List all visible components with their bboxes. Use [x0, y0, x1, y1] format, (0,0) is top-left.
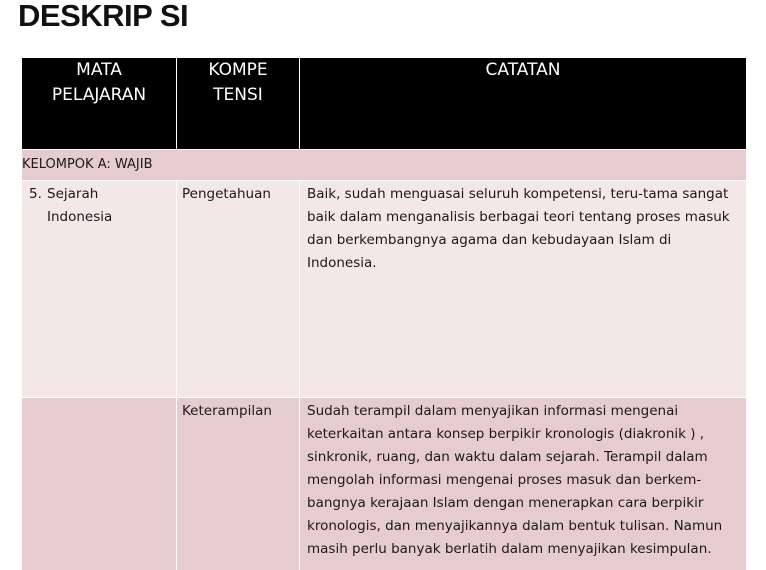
mapel-cell — [22, 398, 177, 570]
group-label: KELOMPOK A: WAJIB — [22, 150, 747, 181]
header-kompetensi: KOMPE TENSI — [177, 58, 300, 150]
catatan-cell — [300, 398, 747, 570]
catatan-text: Sudah terampil dalam menyajikan informasi mengenai keterkaitan antara konsep berpikir kronologis (diakronik ) , sinkronik, ruang, dan waktu dalam sejarah. Terampil dalam mengolah informasi mengenai proses masuk dan berkem-bangnya kerajaan Islam dengan menerapkan cara berpikir kronologis, dan menyajikannya dalam bentuk tulisan. Namun masih perlu banyak berlatih dalam menyajikan kesimpulan. — [307, 403, 723, 557]
group-row — [22, 150, 747, 181]
header-catatan: CATATAN — [300, 58, 747, 150]
assessment-table — [21, 57, 747, 570]
mapel-cell — [22, 181, 177, 398]
slide-title: DESKRIP SI — [18, 0, 189, 33]
kompetensi-cell: Pengetahuan — [177, 181, 300, 398]
table-header-row — [22, 58, 747, 150]
table-row — [22, 398, 747, 570]
mapel-name: Sejarah Indonesia — [47, 186, 113, 225]
catatan-text: Baik, sudah menguasai seluruh kompetensi, teru-tama sangat baik dalam menganalisis berbagai teori tentang proses masuk dan berkembangnya agama dan kebudayaan Islam di Indonesia. — [307, 186, 730, 271]
catatan-cell — [300, 181, 747, 398]
table-row — [22, 181, 747, 398]
mapel-number: 5. — [29, 186, 42, 202]
kompetensi-cell: Keterampilan — [177, 398, 300, 570]
header-mata-pelajaran: MATA PELAJARAN — [22, 58, 177, 150]
